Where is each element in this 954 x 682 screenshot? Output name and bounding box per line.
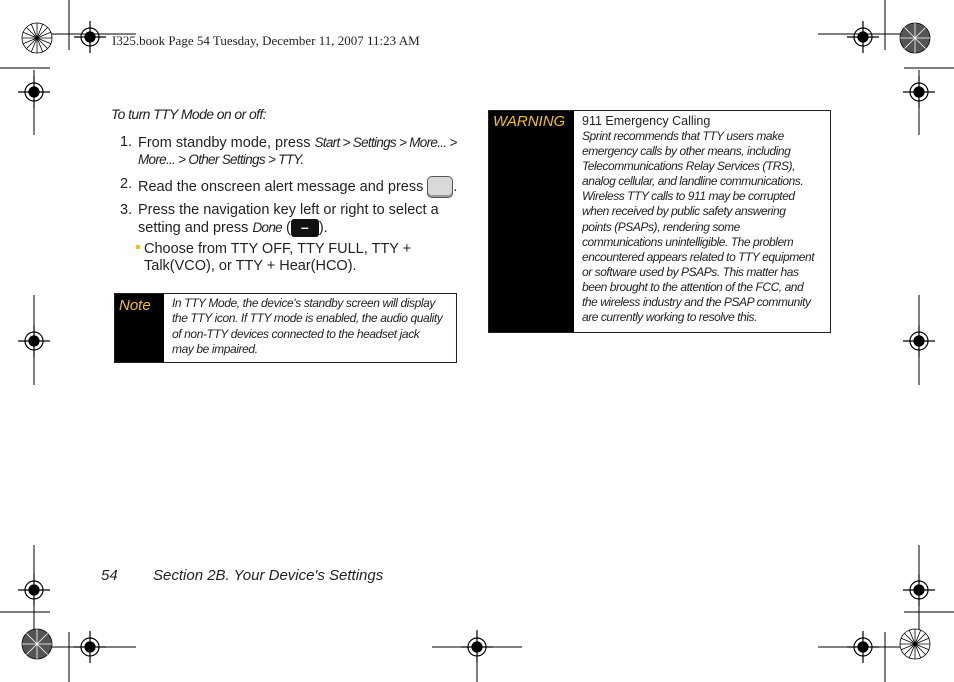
sub-bullet xyxy=(136,241,466,277)
sub-bullet-line-2: Talk(VCO), or TTY + Hear(HCO). xyxy=(144,258,357,274)
warning-line: analog cellular, and landline communications. xyxy=(582,174,804,189)
warning-line: emergency calls by other means, including xyxy=(582,144,791,159)
step-number: 3. xyxy=(120,202,133,218)
note-label-block xyxy=(115,294,164,362)
note-line: the TTY icon. If TTY mode is enabled, the audio quality xyxy=(172,311,443,326)
minus-soft-key-icon: – xyxy=(291,219,319,237)
done-label: Done xyxy=(252,220,282,235)
warning-line: or software used by PSAPs. This matter has xyxy=(582,264,799,279)
note-line: of non-TTY devices connected to the headset jack xyxy=(172,326,420,341)
step-3-line-1: Press the navigation key left or right to select a xyxy=(138,202,439,218)
step-1-text: From standby mode, press xyxy=(138,135,315,151)
section-title: Section 2B. Your Device's Settings xyxy=(153,567,384,584)
warning-line: been brought to the attention of the FCC, and xyxy=(582,279,804,294)
step-3-line-2-prefix: setting and press xyxy=(138,220,253,236)
bullet-square-icon xyxy=(136,245,140,249)
warning-label: WARNING xyxy=(493,113,566,130)
warning-line: points (PSAPs), rendering some xyxy=(582,219,740,234)
warning-line: are currently working to resolve this. xyxy=(582,310,757,325)
warning-line: encountered appears related to TTY equipment xyxy=(582,249,815,264)
step-2-suffix: . xyxy=(453,178,458,195)
warning-line: communications unintelligible. The problem xyxy=(582,234,794,249)
warning-title: 911 Emergency Calling xyxy=(582,114,711,128)
warning-line: Sprint recommends that TTY users make xyxy=(582,129,784,143)
step-1-path-line-2: More... > Other Settings > TTY. xyxy=(138,152,304,167)
warning-line: Telecommunications Relay Services (TRS), xyxy=(582,159,795,174)
step-2-text: Read the onscreen alert message and press xyxy=(138,178,424,195)
step-2 xyxy=(120,176,470,200)
step-3: 3. Press the navigation key left or right to select a setting and press Done ( – ). xyxy=(120,202,439,236)
instructions-intro: To turn TTY Mode on or off: xyxy=(111,106,266,122)
note-box xyxy=(114,293,457,363)
step-3-line-2-suffix: ). xyxy=(318,220,328,236)
note-line: may be impaired. xyxy=(172,341,258,356)
step-1-path-line-1: Start > Settings > More... > xyxy=(314,135,457,150)
warning-label-block xyxy=(489,111,574,332)
step-1 xyxy=(120,134,470,170)
book-header-line: I325.book Page 54 Tuesday, December 11, 2007 11:23 AM xyxy=(112,33,420,48)
warning-line: when received by public safety answering xyxy=(582,204,786,219)
step-number: 2. xyxy=(120,176,133,192)
warning-box xyxy=(488,110,831,333)
warning-line: Wireless TTY calls to 911 may be corrupted xyxy=(582,189,795,204)
page-number: 54 xyxy=(101,567,118,584)
warning-line: the wireless industry and the PSAP community xyxy=(582,295,811,310)
note-label: Note xyxy=(119,297,151,314)
menu-soft-key-icon xyxy=(427,176,453,198)
note-line: In TTY Mode, the device's standby screen will display xyxy=(172,296,436,310)
note-text xyxy=(172,296,457,357)
warning-text xyxy=(582,129,832,325)
sub-bullet-line-1: Choose from TTY OFF, TTY FULL, TTY + xyxy=(144,241,412,257)
step-number: 1. xyxy=(120,134,133,150)
